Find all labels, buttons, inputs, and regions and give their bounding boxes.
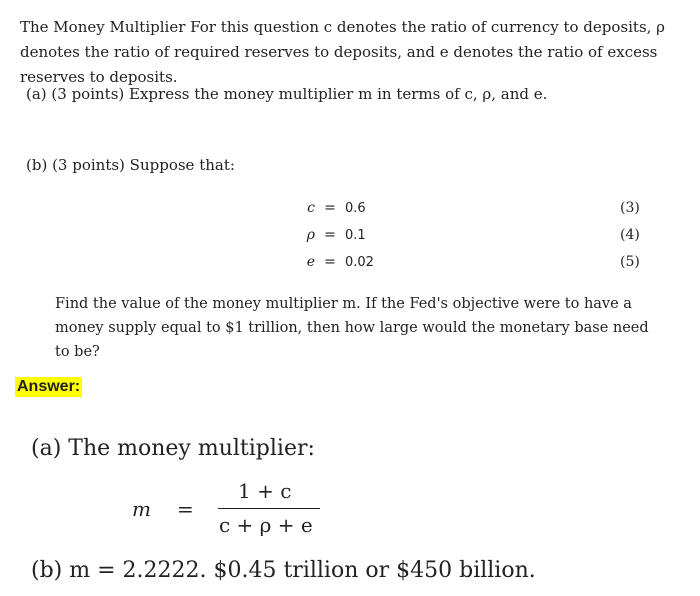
fraction-bar bbox=[218, 508, 320, 509]
part-b-question: (b) (3 points) Suppose that: bbox=[26, 156, 235, 174]
equation-c bbox=[295, 200, 366, 216]
formula-denominator: c + ρ + e bbox=[219, 513, 313, 537]
equation-e bbox=[295, 254, 374, 270]
equation-rho bbox=[295, 227, 366, 243]
equation-variable: e bbox=[306, 254, 315, 270]
part-a-question: (a) (3 points) Express the money multiplier m in terms of c, ρ, and e. bbox=[26, 85, 548, 103]
equation-number: (4) bbox=[620, 227, 640, 243]
formula-numerator: 1 + c bbox=[238, 479, 292, 503]
answer-label: Answer: bbox=[17, 378, 81, 395]
equation-sign: = bbox=[324, 254, 336, 270]
find-question: Find the value of the money multiplier m. If the Fed's objective were to have a money supply equal to $1 trillion, then how large would the monetary base need to be? bbox=[55, 296, 649, 360]
equation-number: (5) bbox=[620, 254, 640, 270]
equation-value: 0.6 bbox=[345, 201, 366, 216]
equation-number: (3) bbox=[620, 200, 640, 216]
equation-sign: = bbox=[324, 227, 336, 243]
answer-a-title: (a) The money multiplier: bbox=[31, 436, 315, 461]
equation-value: 0.02 bbox=[345, 255, 374, 270]
formula-lhs: m bbox=[132, 497, 151, 521]
equation-value: 0.1 bbox=[345, 228, 366, 243]
equation-sign: = bbox=[324, 200, 336, 216]
problem-intro: The Money Multiplier For this question c denotes the ratio of currency to deposits, ρ denotes the ratio of required reserves to deposits, and e denotes the ratio of excess reserves to deposits. bbox=[20, 18, 665, 86]
formula-equals: = bbox=[177, 497, 194, 521]
equation-variable: ρ bbox=[306, 227, 315, 243]
answer-b-text: (b) m = 2.2222. $0.45 trillion or $450 billion. bbox=[31, 558, 536, 583]
equation-variable: c bbox=[307, 200, 315, 216]
